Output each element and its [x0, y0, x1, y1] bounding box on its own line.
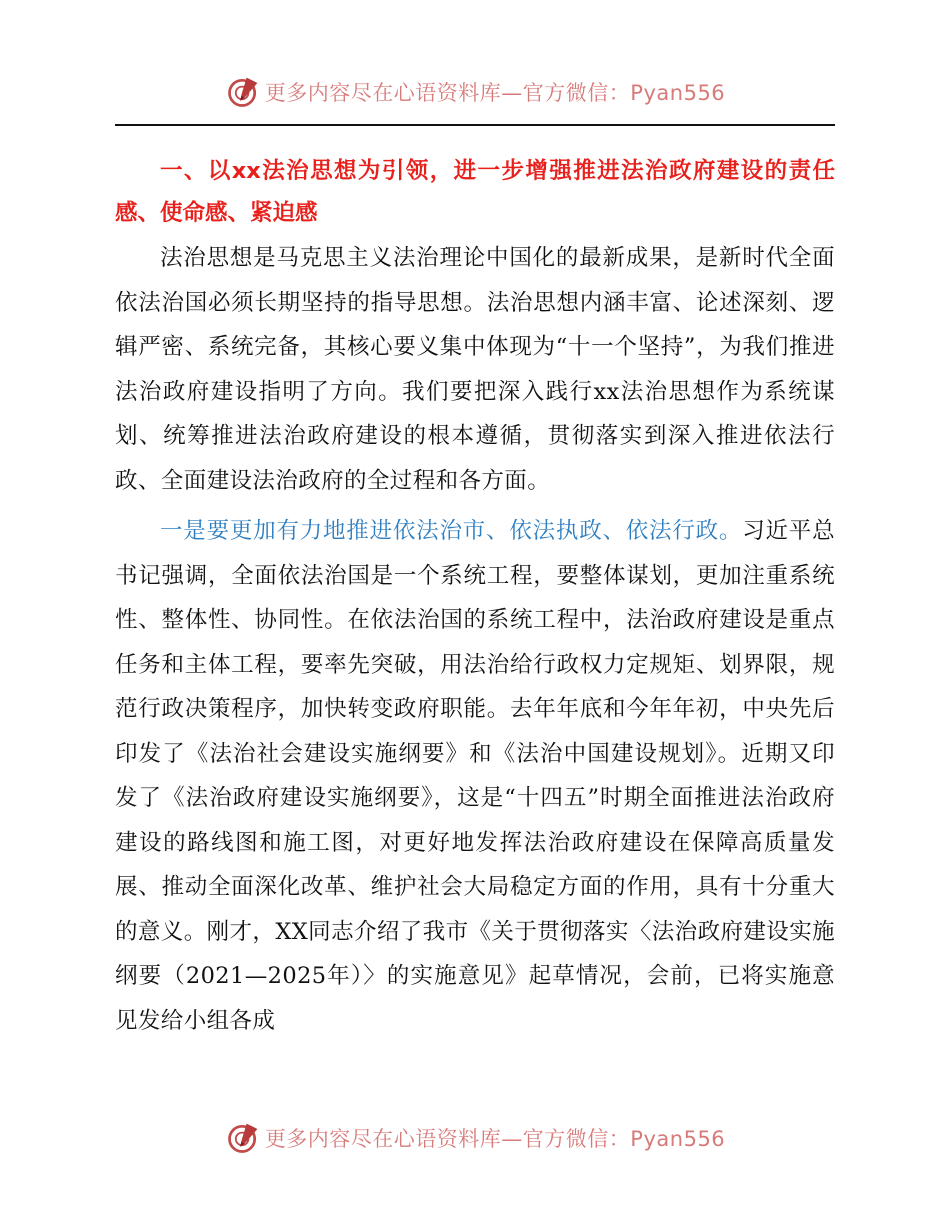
header-divider	[115, 124, 835, 126]
footer-banner	[0, 1118, 950, 1158]
paragraph-2-body: 习近平总书记强调，全面依法治国是一个系统工程，要整体谋划，更加注重系统性、整体性、协同性。在依法治国的系统工程中，法治政府建设是重点任务和主体工程，要率先突破，用法治给行政权力定规矩、划界限，规范行政决策程序，加快转变政府职能。去年年底和今年年初，中央先后印发了《法治社会建设实施纲要》和《法治中国建设规划》。近期又印发了《法治政府建设实施纲要》，这是“十四五”时期全面推进法治政府建设的路线图和施工图，对更好地发挥法治政府建设在保障高质量发展、推动全面深化改革、维护社会大局稳定方面的作用，具有十分重大的意义。刚才，XX同志介绍了我市《关于贯彻落实〈法治政府建设实施纲要（2021—2025年）〉的实施意见》起草情况，会前，已将实施意见发给小组各成	[115, 518, 835, 1034]
header-banner	[0, 72, 950, 112]
pen-circle-logo-icon	[225, 74, 261, 110]
banner-text: 更多内容尽在心语资料库—官方微信：Pyan556	[264, 1127, 726, 1151]
pen-circle-logo-icon	[225, 1120, 261, 1156]
paragraph-1: 法治思想是马克思主义法治理论中国化的最新成果，是新时代全面依法治国必须长期坚持的指导思想。法治思想内涵丰富、论述深刻、逻辑严密、系统完备，其核心要义集中体现为“十一个坚持”，为我们推进法治政府建设指明了方向。我们要把深入践行xx法治思想作为系统谋划、统筹推进法治政府建设的根本遵循，贯彻落实到深入推进依法行政、全面建设法治政府的全过程和各方面。	[115, 245, 835, 494]
paragraph-2-lead: 一是要更加有力地推进依法治市、依法执政、依法行政。	[160, 518, 743, 544]
section-heading: 一、以xx法治思想为引领，进一步增强推进法治政府建设的责任感、使命感、紧迫感	[115, 158, 835, 226]
paragraph-2	[115, 509, 835, 1043]
document-body	[115, 150, 835, 1043]
banner-text: 更多内容尽在心语资料库—官方微信：Pyan556	[264, 81, 726, 105]
